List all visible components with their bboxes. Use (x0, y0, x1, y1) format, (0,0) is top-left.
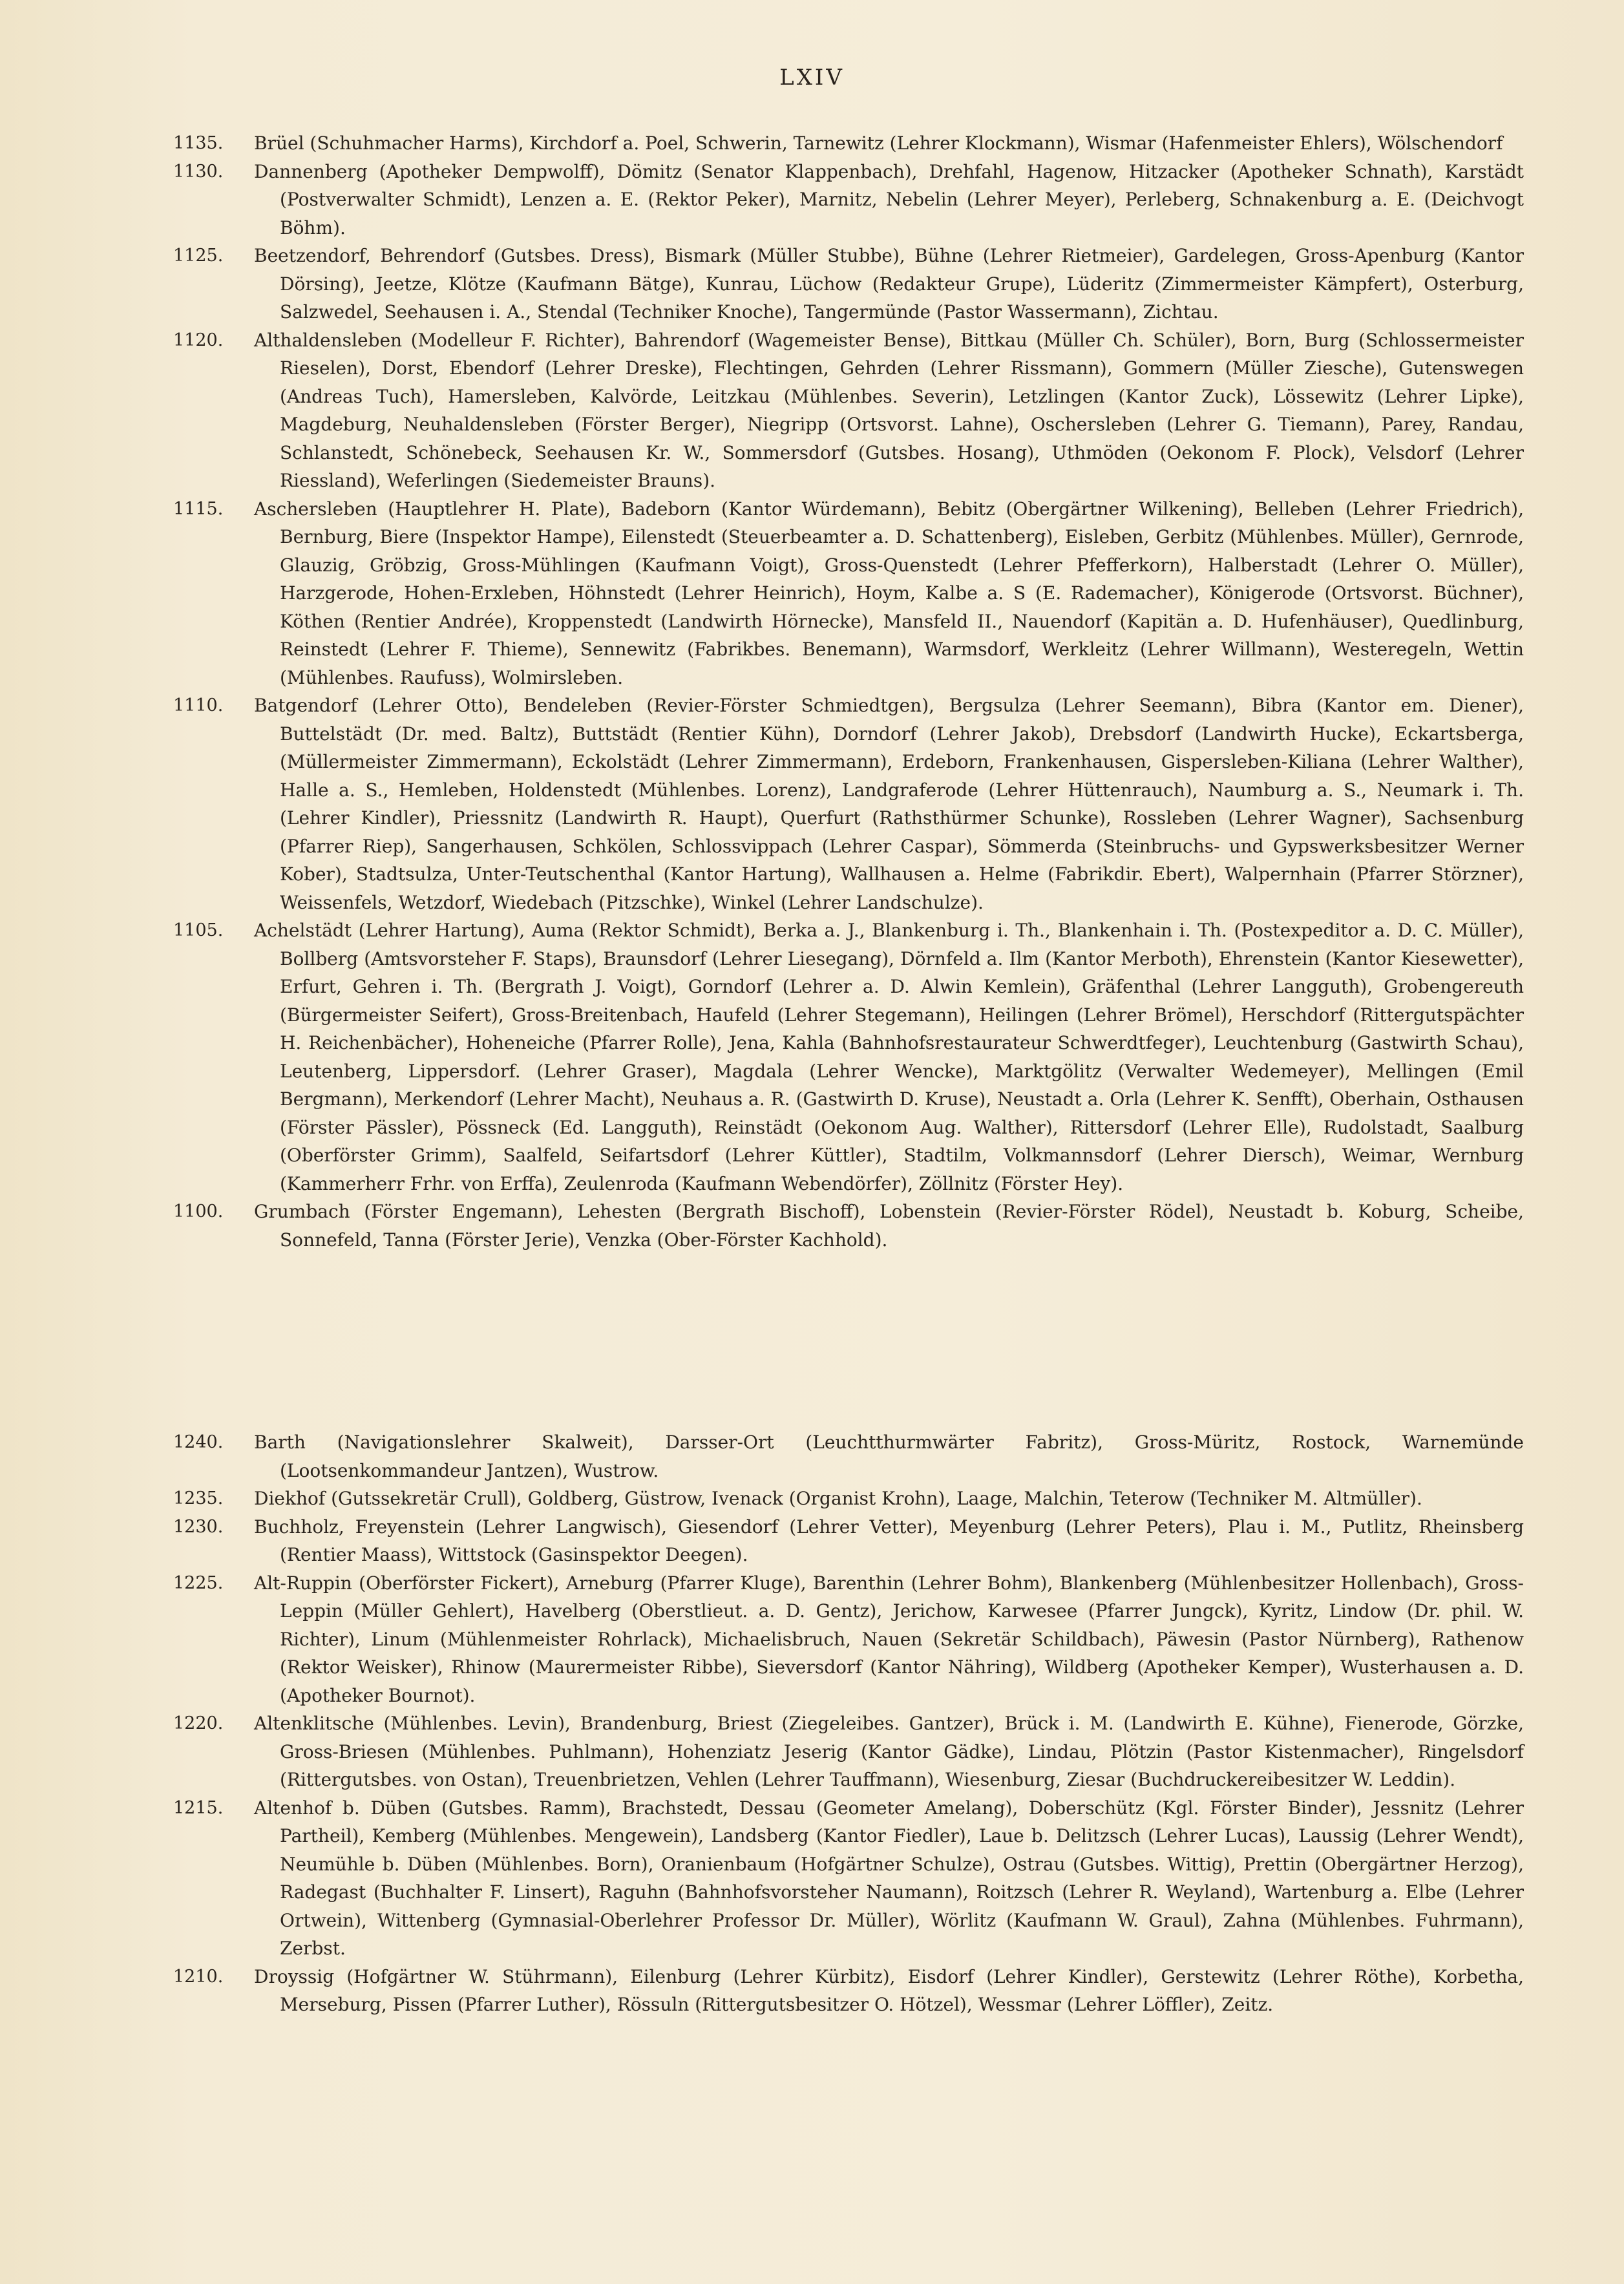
entry-text: Droyssig (Hofgärtner W. Stührmann), Eilenburg (Lehrer Kürbitz), Eisdorf (Lehrer Kindler), Gerstewitz (Lehrer Röthe), Korbetha, Merseburg, Pissen (Pfarrer Luther), Rössuln (Rittergutsbesitzer O. Hötzel), Wessmar (Lehrer Löffler), Zeitz. (254, 1965, 1524, 2015)
entry (173, 158, 1524, 242)
entry-number: 1210. (173, 1966, 224, 1987)
entry (173, 1428, 1524, 1485)
entry (173, 495, 1524, 692)
entry-number: 1115. (173, 498, 224, 519)
entry-number: 1220. (173, 1713, 224, 1733)
entry-text: Achelstädt (Lehrer Hartung), Auma (Rektor Schmidt), Berka a. J., Blankenburg i. Th., Blankenhain i. Th. (Postexpeditor a. D. C. Müller), Bollberg (Amtsvorsteher F. Staps), Braunsdorf (Lehrer Liesegang), Dörnfeld a. Ilm (Kantor Merboth), Ehrenstein (Kantor Kiesewetter), Erfurt, Gehren i. Th. (Bergrath J. Voigt), Gorndorf (Lehrer a. D. Alwin Kemlein), Gräfenthal (Lehrer Langguth), Grobengereuth (Bürgermeister Seifert), Gross-Breitenbach, Haufeld (Lehrer Stegemann), Heilingen (Lehrer Brömel), Herschdorf (Rittergutspächter H. Reichenbächer), Hoheneiche (Pfarrer Rolle), Jena, Kahla (Bahnhofsrestaurateur Schwerdtfeger), Leuchtenburg (Gastwirth Schau), Leutenberg, Lippersdorf. (Lehrer Graser), Magdala (Lehrer Wencke), Marktgölitz (Verwalter Wedemeyer), Mellingen (Emil Bergmann), Merkendorf (Lehrer Macht), Neuhaus a. R. (Gastwirth D. Kruse), Neustadt a. Orla (Lehrer K. Senfft), Oberhain, Osthausen (Förster Pässler), Pössneck (Ed. Langguth), Reinstädt (Oekonom Aug. Walther), Rittersdorf (Lehrer Elle), Rudolstadt, Saalburg (Oberförster Grimm), Saalfeld, Seifartsdorf (Lehrer Küttler), Stadtilm, Volkmannsdorf (Lehrer Diersch), Weimar, Wernburg (Kammerherr Frhr. von Erffa), Zeulenroda (Kaufmann Webendörfer), Zöllnitz (Förster Hey). (254, 920, 1524, 1194)
entry-number: 1105. (173, 920, 224, 940)
entry-text: Brüel (Schuhmacher Harms), Kirchdorf a. Poel, Schwerin, Tarnewitz (Lehrer Klockmann), Wismar (Hafenmeister Ehlers), Wölschendorf (254, 132, 1503, 154)
entry-number: 1235. (173, 1488, 224, 1508)
entry-text: Beetzendorf, Behrendorf (Gutsbes. Dress), Bismark (Müller Stubbe), Bühne (Lehrer Rietmeier), Gardelegen, Gross-Apenburg (Kantor Dörsing), Jeetze, Klötze (Kaufmann Bätge), Kunrau, Lüchow (Redakteur Grupe), Lüderitz (Zimmermeister Kämpfert), Osterburg, Salzwedel, Seehausen i. A., Stendal (Techniker Knoche), Tangermünde (Pastor Wassermann), Zichtau. (254, 245, 1524, 323)
entry (173, 1485, 1524, 1513)
entry-text: Altenhof b. Düben (Gutsbes. Ramm), Brachstedt, Dessau (Geometer Amelang), Doberschütz (Kgl. Förster Binder), Jessnitz (Lehrer Partheil), Kemberg (Mühlenbes. Mengewein), Landsberg (Kantor Fiedler), Laue b. Delitzsch (Lehrer Lucas), Laussig (Lehrer Wendt), Neumühle b. Düben (Mühlenbes. Born), Oranienbaum (Hofgärtner Schulze), Ostrau (Gutsbes. Wittig), Prettin (Obergärtner Herzog), Radegast (Buchhalter F. Linsert), Raguhn (Bahnhofsvorsteher Naumann), Roitzsch (Lehrer R. Weyland), Wartenburg a. Elbe (Lehrer Ortwein), Wittenberg (Gymnasial-Oberlehrer Professor Dr. Müller), Wörlitz (Kaufmann W. Graul), Zahna (Mühlenbes. Fuhrmann), Zerbst. (254, 1797, 1524, 1959)
entry-text: Buchholz, Freyenstein (Lehrer Langwisch), Giesendorf (Lehrer Vetter), Meyenburg (Lehrer Peters), Plau i. M., Putlitz, Rheinsberg (Rentier Maass), Wittstock (Gasinspektor Deegen). (254, 1516, 1524, 1565)
entry-text: Grumbach (Förster Engemann), Lehesten (Bergrath Bischoff), Lobenstein (Revier-Förster Rödel), Neustadt b. Koburg, Scheibe, Sonnefeld, Tanna (Förster Jerie), Venzka (Ober-Förster Kachhold). (254, 1201, 1524, 1251)
entry (173, 916, 1524, 1198)
entry-text: Altenklitsche (Mühlenbes. Levin), Brandenburg, Briest (Ziegeleibes. Gantzer), Brück i. M. (Landwirth E. Kühne), Fienerode, Görzke, Gross-Briesen (Mühlenbes. Puhlmann), Hohenziatz Jeserig (Kantor Gädke), Lindau, Plötzin (Pastor Kistenmacher), Ringelsdorf (Rittergutsbes. von Ostan), Treuenbrietzen, Vehlen (Lehrer Tauffmann), Wiesenburg, Ziesar (Buchdruckereibesitzer W. Leddin). (254, 1713, 1524, 1790)
entry-number: 1135. (173, 133, 224, 153)
page-number: LXIV (779, 65, 845, 90)
entry-number: 1130. (173, 161, 224, 182)
entry (173, 1569, 1524, 1710)
entry-number: 1225. (173, 1572, 224, 1593)
entry (173, 1513, 1524, 1569)
entry (173, 1794, 1524, 1963)
entry-text: Batgendorf (Lehrer Otto), Bendeleben (Revier-Förster Schmiedtgen), Bergsulza (Lehrer Seemann), Bibra (Kantor em. Diener), Buttelstädt (Dr. med. Baltz), Buttstädt (Rentier Kühn), Dorndorf (Lehrer Jakob), Drebsdorf (Landwirth Hucke), Eckartsberga, (Müllermeister Zimmermann), Eckolstädt (Lehrer Zimmermann), Erdeborn, Frankenhausen, Gispersleben-Kiliana (Lehrer Walther), Halle a. S., Hemleben, Holdenstedt (Mühlenbes. Lorenz), Landgraferode (Lehrer Hüttenrauch), Naumburg a. S., Neumark i. Th. (Lehrer Kindler), Priessnitz (Landwirth R. Haupt), Querfurt (Rathsthürmer Schunke), Rossleben (Lehrer Wagner), Sachsenburg (Pfarrer Riep), Sangerhausen, Schkölen, Schlossvippach (Lehrer Caspar), Sömmerda (Steinbruchs- und Gypswerksbesitzer Werner Kober), Stadtsulza, Unter-Teutschenthal (Kantor Hartung), Wallhausen a. Helme (Fabrikdir. Ebert), Walpernhain (Pfarrer Störzner), Weissenfels, Wetzdorf, Wiedebach (Pitzschke), Winkel (Lehrer Landschulze). (254, 695, 1524, 913)
entry-text: Alt-Ruppin (Oberförster Fickert), Arneburg (Pfarrer Kluge), Barenthin (Lehrer Bohm), Blankenberg (Mühlenbesitzer Hollenbach), Gross-Leppin (Müller Gehlert), Havelberg (Oberstlieut. a. D. Gentz), Jerichow, Karwesee (Pfarrer Jungck), Kyritz, Lindow (Dr. phil. W. Richter), Linum (Mühlenmeister Rohrlack), Michaelisbruch, Nauen (Sekretär Schildbach), Päwesin (Pastor Nürnberg), Rathenow (Rektor Weisker), Rhinow (Maurermeister Ribbe), Sieversdorf (Kantor Nähring), Wildberg (Apotheker Kemper), Wusterhausen a. D. (Apotheker Bournot). (254, 1572, 1524, 1706)
entries-section-a (173, 129, 1524, 1254)
entry-text: Diekhof (Gutssekretär Crull), Goldberg, Güstrow, Ivenack (Organist Krohn), Laage, Malchin, Teterow (Techniker M. Altmüller). (254, 1488, 1422, 1509)
entry (173, 1963, 1524, 2019)
entry-text: Barth (Navigationslehrer Skalweit), Darsser-Ort (Leuchtthurmwärter Fabritz), Gross-Müritz, Rostock, Warnemünde (Lootsenkommandeur Jantzen), Wustrow. (254, 1432, 1524, 1481)
entry-text: Althaldensleben (Modelleur F. Richter), Bahrendorf (Wagemeister Bense), Bittkau (Müller Ch. Schüler), Born, Burg (Schlossermeister Rieselen), Dorst, Ebendorf (Lehrer Dreske), Flechtingen, Gehrden (Lehrer Rissmann), Gommern (Müller Ziesche), Gutenswegen (Andreas Tuch), Hamersleben, Kalvörde, Leitzkau (Mühlenbes. Severin), Letzlingen (Kantor Zuck), Lössewitz (Lehrer Lipke), Magdeburg, Neuhaldensleben (Förster Berger), Niegripp (Ortsvorst. Lahne), Oschersleben (Lehrer G. Tiemann), Parey, Randau, Schlanstedt, Schönebeck, Seehausen Kr. W., Sommersdorf (Gutsbes. Hosang), Uthmöden (Oekonom F. Plock), Velsdorf (Lehrer Riessland), Weferlingen (Siedemeister Brauns). (254, 329, 1524, 491)
entry (173, 1198, 1524, 1254)
entry (173, 692, 1524, 916)
entry-number: 1215. (173, 1797, 224, 1818)
entry (173, 129, 1524, 158)
entry-number: 1125. (173, 246, 224, 266)
entry-number: 1120. (173, 330, 224, 350)
entry-number: 1240. (173, 1432, 224, 1452)
entry (173, 326, 1524, 495)
entry-number: 1230. (173, 1516, 224, 1537)
entry-number: 1100. (173, 1201, 224, 1221)
entries-section-b (173, 1428, 1524, 2019)
entry (173, 1709, 1524, 1794)
entry-text: Aschersleben (Hauptlehrer H. Plate), Badeborn (Kantor Würdemann), Bebitz (Obergärtner Wilkening), Belleben (Lehrer Friedrich), Bernburg, Biere (Inspektor Hampe), Eilenstedt (Steuerbeamter a. D. Schattenberg), Eisleben, Gerbitz (Mühlenbes. Müller), Gernrode, Glauzig, Gröbzig, Gross-Mühlingen (Kaufmann Voigt), Gross-Quenstedt (Lehrer Pfefferkorn), Halberstadt (Lehrer O. Müller), Harzgerode, Hohen-Erxleben, Höhnstedt (Lehrer Heinrich), Hoym, Kalbe a. S (E. Rademacher), Königerode (Ortsvorst. Büchner), Köthen (Rentier Andrée), Kroppenstedt (Landwirth Hörnecke), Mansfeld II., Nauendorf (Kapitän a. D. Hufenhäuser), Quedlinburg, Reinstedt (Lehrer F. Thieme), Sennewitz (Fabrikbes. Benemann), Warmsdorf, Werkleitz (Lehrer Willmann), Westeregeln, Wettin (Mühlenbes. Raufuss), Wolmirsleben. (254, 498, 1524, 688)
entry-number: 1110. (173, 695, 224, 715)
entry-text: Dannenberg (Apotheker Dempwolff), Dömitz (Senator Klappenbach), Drehfahl, Hagenow, Hitzacker (Apotheker Schnath), Karstädt (Postverwalter Schmidt), Lenzen a. E. (Rektor Peker), Marnitz, Nebelin (Lehrer Meyer), Perleberg, Schnakenburg a. E. (Deichvogt Böhm). (254, 160, 1524, 238)
entry (173, 242, 1524, 326)
